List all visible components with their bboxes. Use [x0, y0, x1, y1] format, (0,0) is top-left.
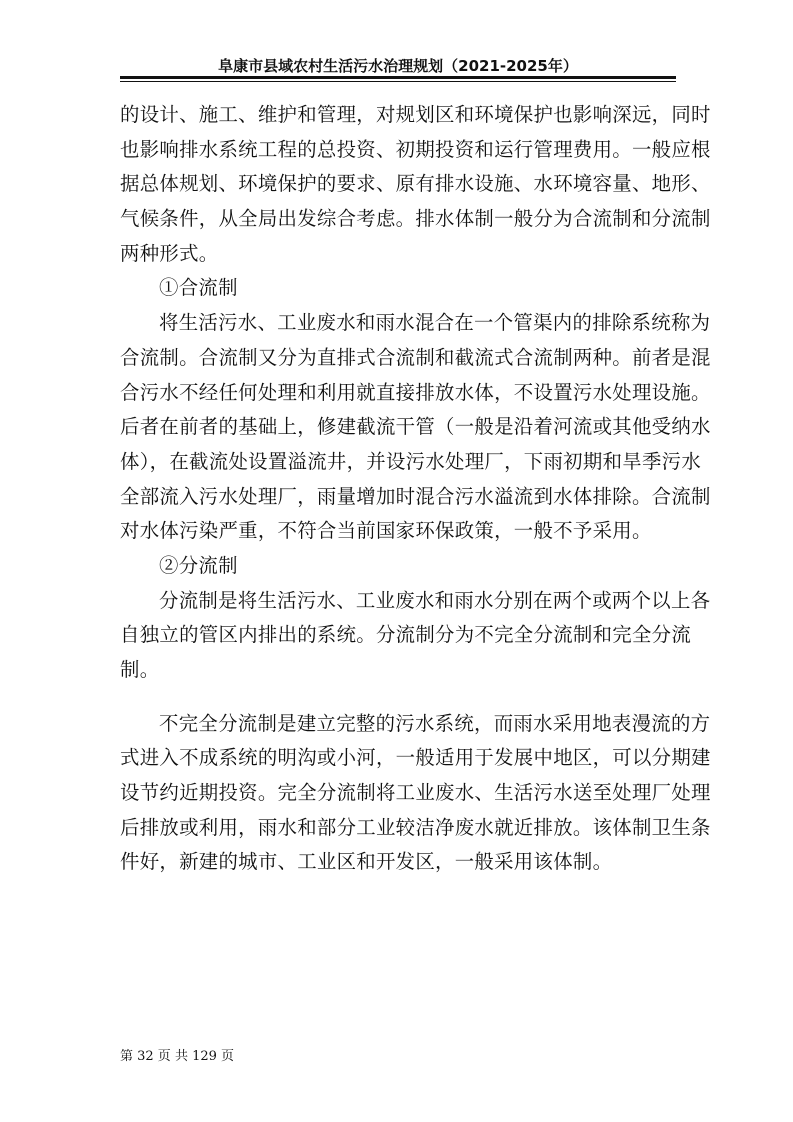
header-rule-thin [120, 81, 676, 82]
body-line: 不完全分流制是建立完整的污水系统，而雨水采用地表漫流的方 [159, 711, 711, 735]
body-line: 制。 [120, 658, 160, 681]
body-line: 也影响排水系统工程的总投资、初期投资和运行管理费用。一般应根 [120, 137, 711, 161]
body-line: 合流制。合流制又分为直排式合流制和截流式合流制两种。前者是混 [120, 345, 711, 369]
body-line: 体），在截流处设置溢流井，并设污水处理厂，下雨初期和旱季污水 [120, 449, 702, 473]
body-line: 合污水不经任何处理和利用就直接排放水体，不设置污水处理设施。 [120, 380, 711, 404]
body-line: 据总体规划、环境保护的要求、原有排水设施、水环境容量、地形、 [120, 172, 711, 196]
page-header-title: 阜康市县域农村生活污水治理规划（2021-2025年） [218, 57, 578, 75]
body-line: 分流制是将生活污水、工业废水和雨水分别在两个或两个以上各 [159, 588, 711, 612]
document-body [120, 98, 711, 880]
body-line: 两种形式。 [120, 241, 219, 265]
section-heading-separate-system: ②分流制 [159, 553, 238, 577]
body-line: 设节约近期投资。完全分流制将工业废水、生活污水送至处理厂处理 [120, 781, 711, 805]
page-number: 第 32 页 共 129 页 [120, 1049, 235, 1064]
paragraph-gap [120, 688, 676, 707]
body-line: 式进入不成系统的明沟或小河，一般适用于发展中地区，可以分期建 [120, 746, 711, 770]
body-line: 件好，新建的城市、工业区和开发区，一般采用该体制。 [120, 850, 613, 874]
body-line: 全部流入污水处理厂，雨量增加时混合污水溢流到水体排除。合流制 [120, 484, 711, 508]
body-line: 后排放或利用，雨水和部分工业较洁净废水就近排放。该体制卫生条 [120, 815, 711, 839]
body-line: 后者在前者的基础上，修建截流干管（一般是沿着河流或其他受纳水 [120, 415, 711, 439]
body-line: 自独立的管区内排出的系统。分流制分为不完全分流制和完全分流 [120, 623, 692, 647]
header-rule-thick [120, 76, 676, 79]
body-line: 的设计、施工、维护和管理，对规划区和环境保护也影响深远，同时 [120, 103, 711, 126]
body-line: 对水体污染严重，不符合当前国家环保政策，一般不予采用。 [120, 519, 652, 543]
body-line: 将生活污水、工业废水和雨水混合在一个管渠内的排除系统称为 [159, 311, 711, 335]
section-heading-combined-system: ①合流制 [159, 276, 238, 300]
body-line: 气候条件，从全局出发综合考虑。排水体制一般分为合流制和分流制 [120, 207, 711, 231]
